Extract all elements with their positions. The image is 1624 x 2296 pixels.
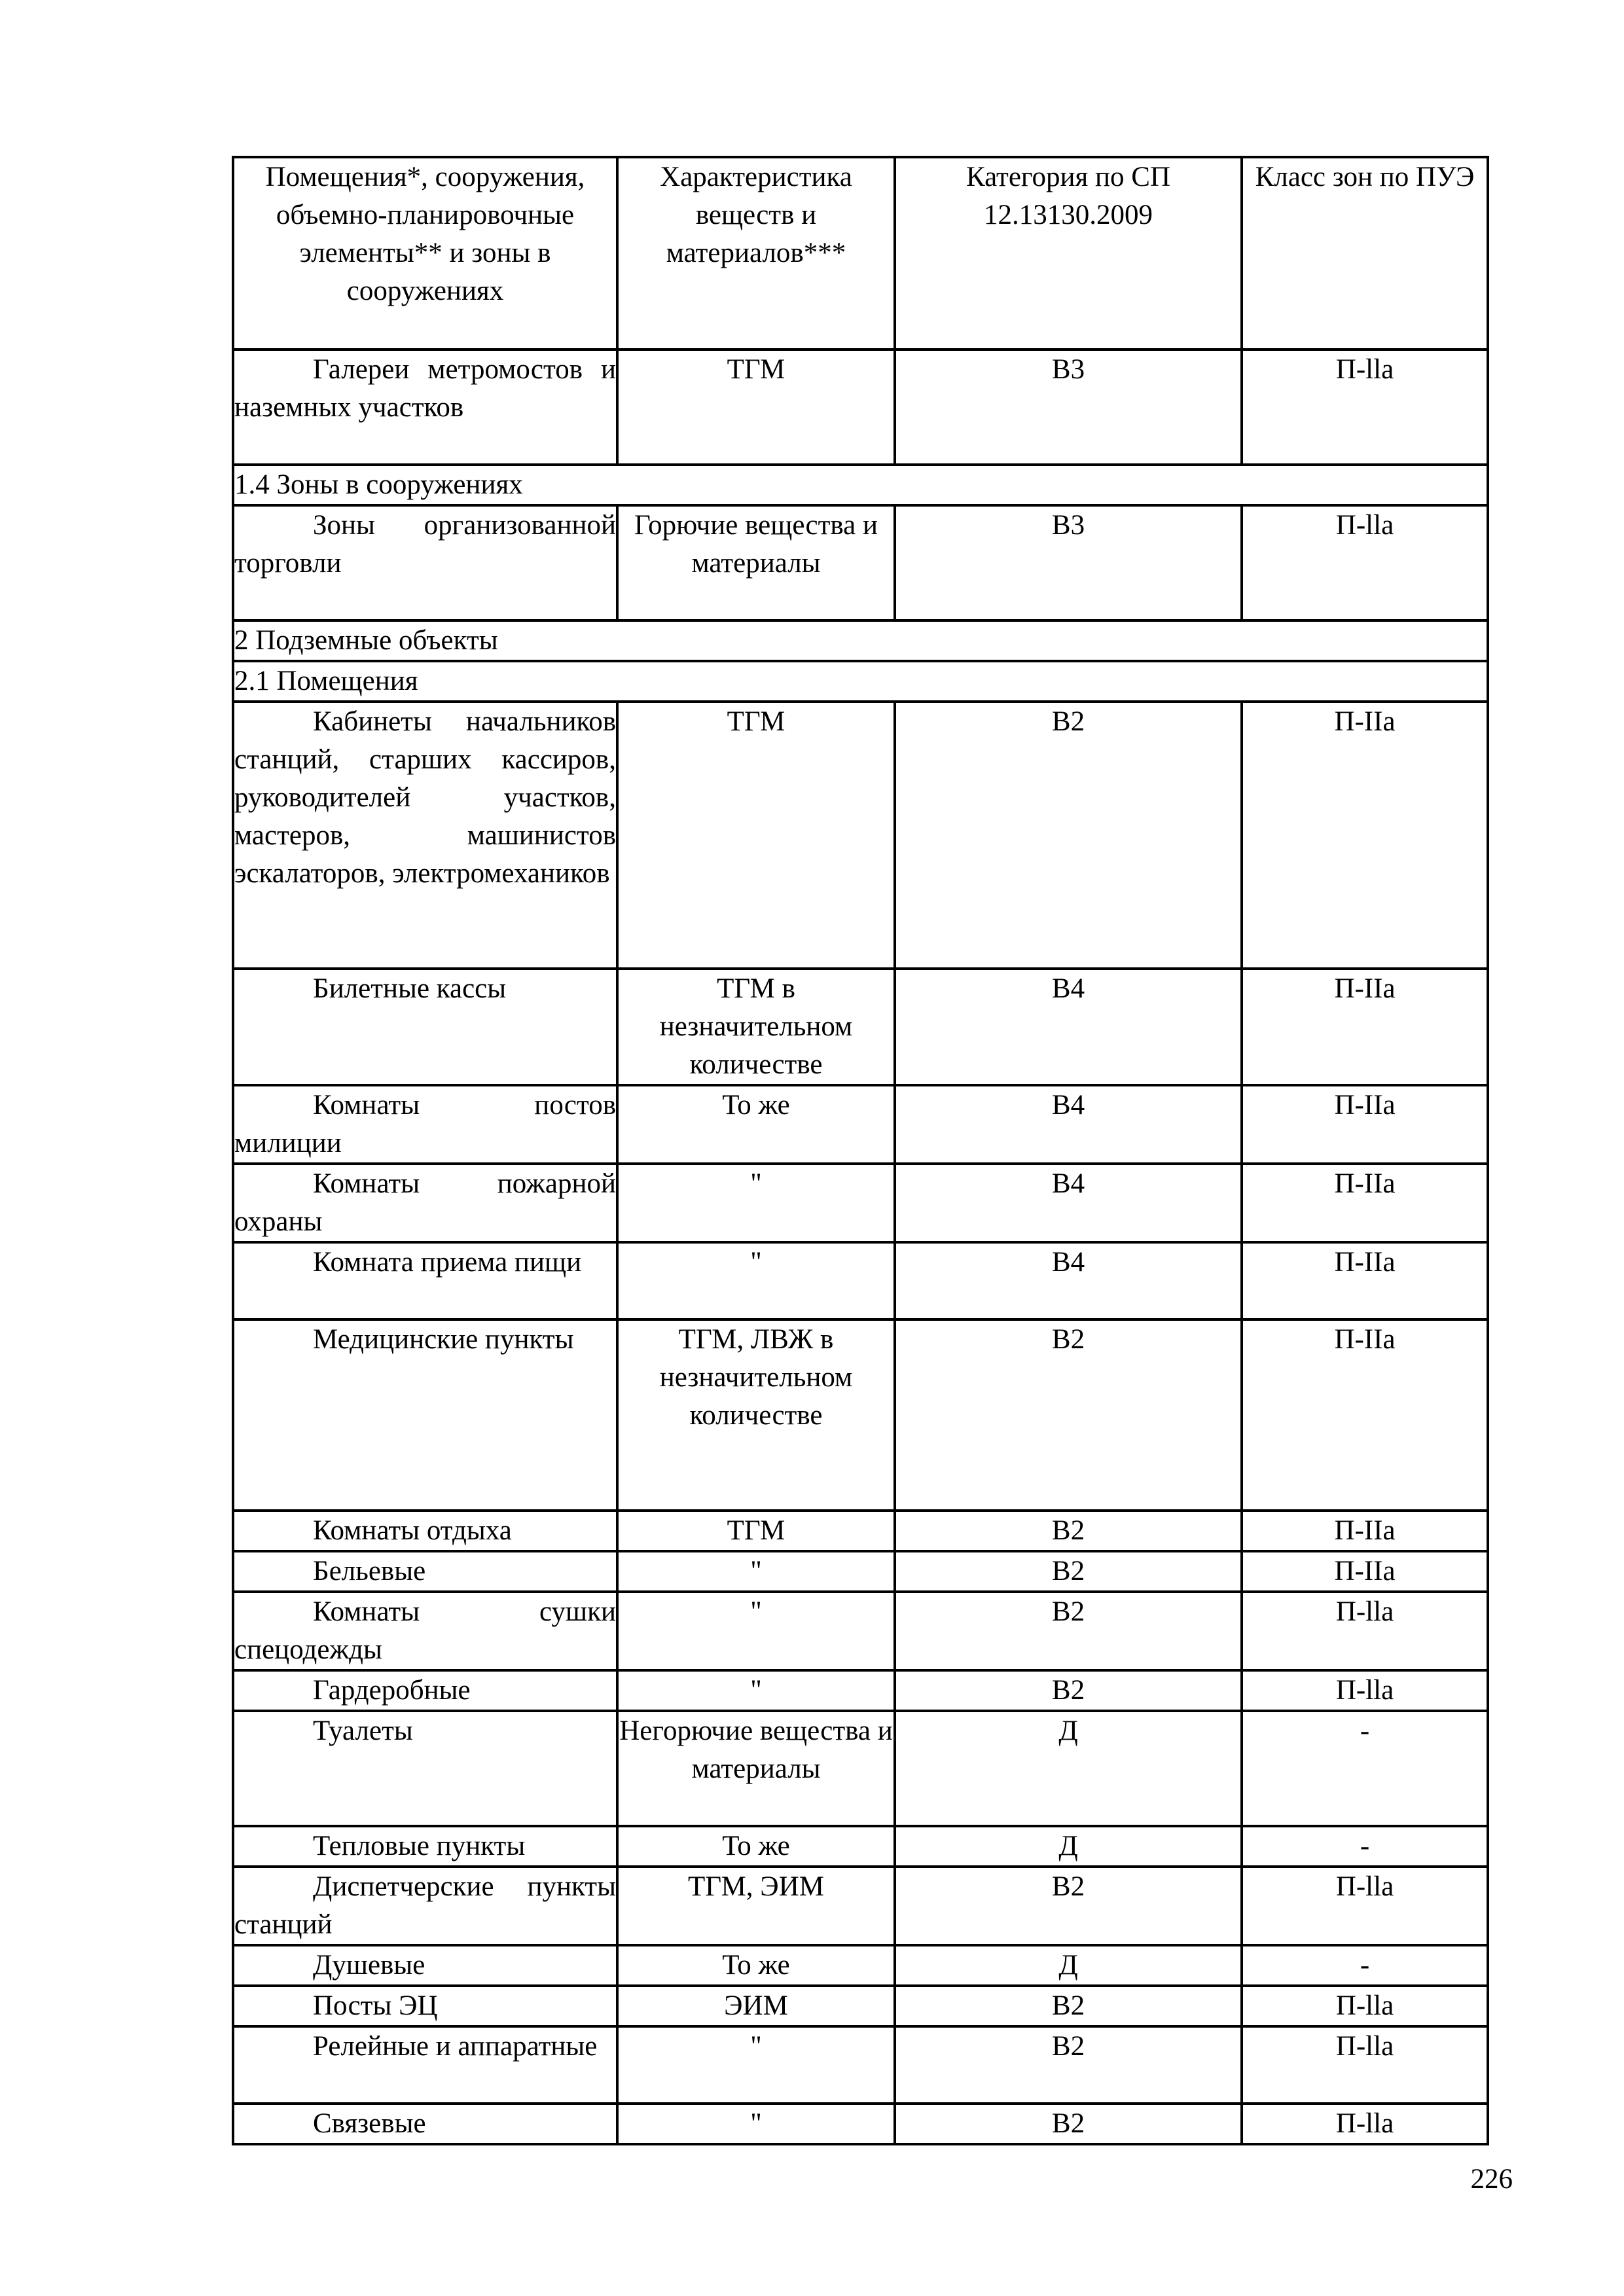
- table-row: [233, 1711, 1488, 1826]
- section-row: [233, 620, 1488, 661]
- cell-substances: ТГМ, ЛВЖ в незначительном количестве: [617, 1319, 895, 1511]
- cell-substances: ТГМ: [617, 1511, 895, 1551]
- cell-zone-class: П-llа: [1242, 505, 1488, 620]
- cell-zone-class: П-IIа: [1242, 1242, 1488, 1319]
- cell-premises: [233, 1242, 617, 1319]
- cell-zone-class: П-llа: [1242, 1986, 1488, 2026]
- premises-name: Галереи метромостов и наземных участков: [234, 354, 616, 423]
- cell-category: В4: [895, 969, 1242, 1085]
- cell-premises: [233, 2104, 617, 2144]
- header-zone-class: Класс зон по ПУЭ: [1242, 157, 1488, 350]
- cell-substances: То же: [617, 1085, 895, 1164]
- cell-category: В2: [895, 2026, 1242, 2104]
- cell-premises: [233, 1711, 617, 1826]
- premises-name: Душевые: [313, 1950, 425, 1981]
- cell-substances: ЭИМ: [617, 1986, 895, 2026]
- cell-zone-class: П-llа: [1242, 1592, 1488, 1670]
- premises-name: Комнаты пожарной охраны: [234, 1168, 616, 1237]
- cell-substances: ТГМ, ЭИМ: [617, 1867, 895, 1945]
- cell-category: В2: [895, 1551, 1242, 1592]
- section-row: [233, 661, 1488, 702]
- cell-premises: [233, 1164, 617, 1242]
- cell-zone-class: П-llа: [1242, 350, 1488, 465]
- premises-name: Тепловые пункты: [313, 1831, 526, 1861]
- cell-substances: Горючие вещества и материалы: [617, 505, 895, 620]
- cell-premises: [233, 702, 617, 969]
- cell-category: В2: [895, 1319, 1242, 1511]
- section-label: 1.4 Зоны в сооружениях: [233, 465, 1488, 505]
- cell-zone-class: П-IIа: [1242, 1551, 1488, 1592]
- cell-premises: [233, 1511, 617, 1551]
- cell-zone-class: П-IIа: [1242, 1085, 1488, 1164]
- page-number: 226: [1470, 2164, 1513, 2195]
- table-row: [233, 1826, 1488, 1867]
- premises-name: Комнаты сушки спецодежды: [234, 1596, 616, 1665]
- table-row: [233, 505, 1488, 620]
- table-row: [233, 1085, 1488, 1164]
- cell-category: Д: [895, 1711, 1242, 1826]
- cell-substances: ": [617, 1242, 895, 1319]
- cell-premises: [233, 1551, 617, 1592]
- cell-premises: [233, 1085, 617, 1164]
- premises-name: Комнаты отдыха: [313, 1515, 512, 1546]
- cell-substances: То же: [617, 1826, 895, 1867]
- table-row: [233, 1986, 1488, 2026]
- cell-premises: [233, 1945, 617, 1986]
- table-row: [233, 350, 1488, 465]
- cell-category: Д: [895, 1826, 1242, 1867]
- cell-premises: [233, 1670, 617, 1711]
- premises-name: Диспетчерские пункты станций: [234, 1871, 616, 1940]
- cell-category: В4: [895, 1085, 1242, 1164]
- cell-premises: [233, 1592, 617, 1670]
- premises-name: Комната приема пищи: [313, 1247, 582, 1278]
- premises-name: Посты ЭЦ: [313, 1990, 438, 2021]
- cell-zone-class: П-llа: [1242, 1670, 1488, 1711]
- cell-zone-class: П-llа: [1242, 2026, 1488, 2104]
- cell-zone-class: П-llа: [1242, 2104, 1488, 2144]
- table-row: [233, 1551, 1488, 1592]
- cell-zone-class: П-IIа: [1242, 1511, 1488, 1551]
- cell-substances: ": [617, 1592, 895, 1670]
- cell-substances: ": [617, 1670, 895, 1711]
- cell-zone-class: П-llа: [1242, 1867, 1488, 1945]
- table-row: [233, 1592, 1488, 1670]
- table-row: [233, 2026, 1488, 2104]
- cell-category: В2: [895, 1670, 1242, 1711]
- cell-zone-class: -: [1242, 1711, 1488, 1826]
- premises-name: Комнаты постов милиции: [234, 1090, 616, 1158]
- header-row: [233, 157, 1488, 350]
- cell-premises: [233, 1826, 617, 1867]
- header-premises: Помещения*, сооружения, объемно-планировочные элементы** и зоны в сооружениях: [233, 157, 617, 350]
- cell-substances: ": [617, 1164, 895, 1242]
- premises-name: Билетные кассы: [313, 973, 507, 1004]
- cell-category: В2: [895, 1592, 1242, 1670]
- table-row: [233, 702, 1488, 969]
- premises-name: Гардеробные: [313, 1675, 471, 1706]
- premises-name: Связевые: [313, 2108, 426, 2139]
- table-row: [233, 969, 1488, 1085]
- cell-zone-class: -: [1242, 1826, 1488, 1867]
- table-row: [233, 1945, 1488, 1986]
- cell-substances: ": [617, 1551, 895, 1592]
- cell-substances: То же: [617, 1945, 895, 1986]
- cell-premises: [233, 1986, 617, 2026]
- table-row: [233, 1670, 1488, 1711]
- premises-classification-table: [232, 156, 1489, 2145]
- cell-category: В2: [895, 1511, 1242, 1551]
- cell-premises: [233, 350, 617, 465]
- cell-premises: [233, 1319, 617, 1511]
- cell-category: В4: [895, 1164, 1242, 1242]
- cell-category: В2: [895, 2104, 1242, 2144]
- cell-substances: ТГМ: [617, 702, 895, 969]
- table-row: [233, 1319, 1488, 1511]
- cell-substances: ": [617, 2104, 895, 2144]
- premises-name: Бельевые: [313, 1556, 426, 1587]
- table-row: [233, 2104, 1488, 2144]
- table-row: [233, 1242, 1488, 1319]
- cell-substances: ТГМ: [617, 350, 895, 465]
- cell-premises: [233, 969, 617, 1085]
- cell-premises: [233, 1867, 617, 1945]
- cell-category: В2: [895, 1986, 1242, 2026]
- cell-category: Д: [895, 1945, 1242, 1986]
- cell-zone-class: -: [1242, 1945, 1488, 1986]
- premises-name: Зоны организованной торговли: [234, 510, 616, 579]
- table-row: [233, 1164, 1488, 1242]
- cell-substances: ТГМ в незначительном количестве: [617, 969, 895, 1085]
- cell-substances: ": [617, 2026, 895, 2104]
- cell-category: В4: [895, 1242, 1242, 1319]
- section-label: 2.1 Помещения: [233, 661, 1488, 702]
- cell-zone-class: П-IIа: [1242, 702, 1488, 969]
- cell-premises: [233, 2026, 617, 2104]
- cell-substances: Негорючие вещества и материалы: [617, 1711, 895, 1826]
- cell-zone-class: П-IIа: [1242, 1164, 1488, 1242]
- cell-premises: [233, 505, 617, 620]
- table-row: [233, 1867, 1488, 1945]
- header-category: Категория по СП 12.13130.2009: [895, 157, 1242, 350]
- cell-category: В2: [895, 1867, 1242, 1945]
- cell-zone-class: П-IIа: [1242, 969, 1488, 1085]
- premises-name: Туалеты: [313, 1715, 413, 1746]
- section-row: [233, 465, 1488, 505]
- premises-name: Релейные и аппаратные: [313, 2031, 598, 2062]
- cell-category: В3: [895, 350, 1242, 465]
- premises-name: Медицинские пункты: [313, 1324, 574, 1355]
- header-substances: Характеристика веществ и материалов***: [617, 157, 895, 350]
- premises-name: Кабинеты начальников станций, старших кассиров, руководителей участков, мастеров, машинистов эскалаторов, электромехаников: [234, 706, 616, 889]
- cell-category: В3: [895, 505, 1242, 620]
- table-row: [233, 1511, 1488, 1551]
- cell-category: В2: [895, 702, 1242, 969]
- cell-zone-class: П-IIа: [1242, 1319, 1488, 1511]
- section-label: 2 Подземные объекты: [233, 620, 1488, 661]
